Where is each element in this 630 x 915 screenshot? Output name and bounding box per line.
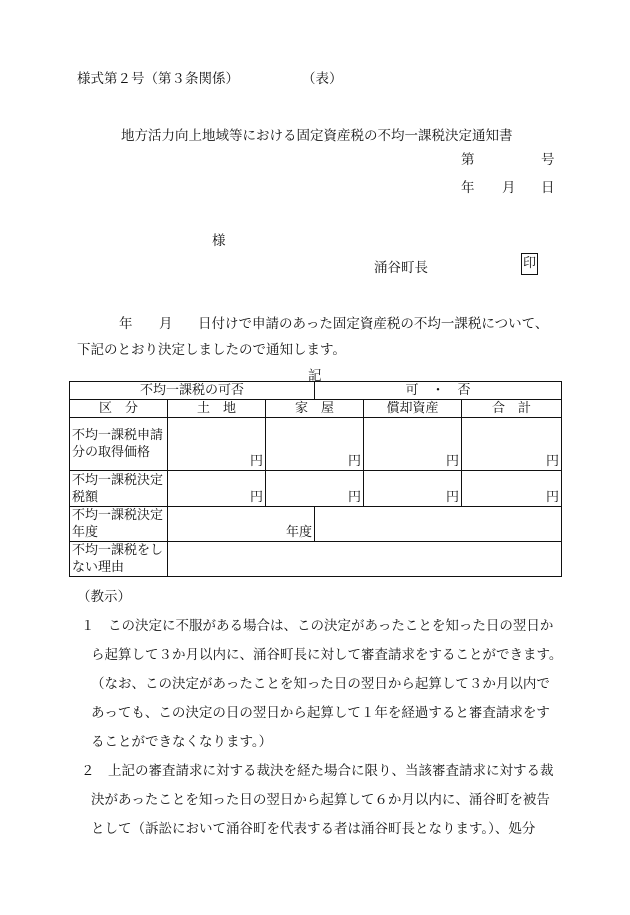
- body-line1-text: 日付けで申請のあった固定資産税の不均一課税について、: [198, 316, 549, 332]
- notes-heading: （教示）: [77, 589, 131, 605]
- notes-line: あっても、この決定の日の翌日から起算して１年を経過すると審査請求をす: [91, 705, 550, 721]
- yen-cell: 円: [462, 418, 562, 471]
- seal-mark: 印: [521, 253, 538, 275]
- instruction-notes: [77, 583, 563, 844]
- yen-cell: 円: [168, 471, 266, 507]
- notes-line: （なお、この決定があったことを知った日の翌日から起算して３か月以内で: [91, 676, 550, 692]
- notes-line: ることができなくなります。）: [91, 734, 273, 750]
- header-house: 家 屋: [266, 400, 364, 418]
- sender-name: 涌谷町長: [374, 260, 428, 276]
- body-line2-text: 下記のとおり決定しましたので通知します。: [77, 342, 346, 358]
- row-label-tax-amount: 不均一課税決定税額: [70, 471, 168, 507]
- yen-cell: 円: [266, 418, 364, 471]
- date-day: 日: [541, 180, 555, 196]
- yen-cell: 円: [266, 471, 364, 507]
- side-indicator: （表）: [302, 71, 343, 87]
- header-row: [70, 400, 562, 418]
- yen-cell: 円: [364, 471, 462, 507]
- yen-cell: 円: [364, 418, 462, 471]
- number-suffix: 号: [541, 152, 555, 168]
- table-row: [70, 418, 562, 471]
- fiscal-year-empty: [315, 507, 562, 542]
- body-year: 年: [119, 316, 133, 332]
- document-title: 地方活力向上地域等における固定資産税の不均一課税決定通知書: [121, 128, 513, 144]
- yen-cell: 円: [462, 471, 562, 507]
- notes-line: として（訴訟において涌谷町を代表する者は涌谷町長となります。）、処分: [91, 821, 536, 837]
- date-month: 月: [502, 180, 516, 196]
- addressee-honorific: 様: [212, 233, 226, 249]
- approval-label: 不均一課税の可否: [70, 382, 315, 400]
- row-label-reason: 不均一課税をしない理由: [70, 542, 168, 577]
- notes-line: ２ 上記の審査請求に対する裁決を経た場合に限り、当該審査請求に対する裁: [81, 763, 554, 779]
- date-year: 年: [461, 180, 475, 196]
- header-depreciable-assets: 償却資産: [364, 400, 462, 418]
- decision-table: [69, 381, 562, 577]
- yen-cell: 円: [168, 418, 266, 471]
- fiscal-year-row: [70, 507, 562, 542]
- header-category: 区 分: [70, 400, 168, 418]
- fiscal-year-value: 年度: [168, 507, 315, 542]
- approval-value: 可 ・ 否: [315, 382, 562, 400]
- number-prefix: 第: [461, 152, 475, 168]
- reason-value: [168, 542, 562, 577]
- notes-line: １ この決定に不服がある場合は、この決定があったことを知った日の翌日か: [81, 618, 554, 634]
- ki-heading: 記: [308, 368, 322, 384]
- header-total: 合 計: [462, 400, 562, 418]
- form-number: 様式第２号（第３条関係）: [77, 71, 239, 87]
- notes-line: ら起算して３か月以内に、涌谷町長に対して審査請求をすることができます。: [91, 647, 563, 663]
- row-label-fiscal-year: 不均一課税決定年度: [70, 507, 168, 542]
- notes-line: 決があったことを知った日の翌日から起算して６か月以内に、涌谷町を被告: [91, 792, 550, 808]
- table-row: [70, 471, 562, 507]
- row-label-acquisition-price: 不均一課税申請分の取得価格: [70, 418, 168, 471]
- reason-row: [70, 542, 562, 577]
- approval-row: [70, 382, 562, 400]
- body-month: 月: [159, 316, 173, 332]
- header-land: 土 地: [168, 400, 266, 418]
